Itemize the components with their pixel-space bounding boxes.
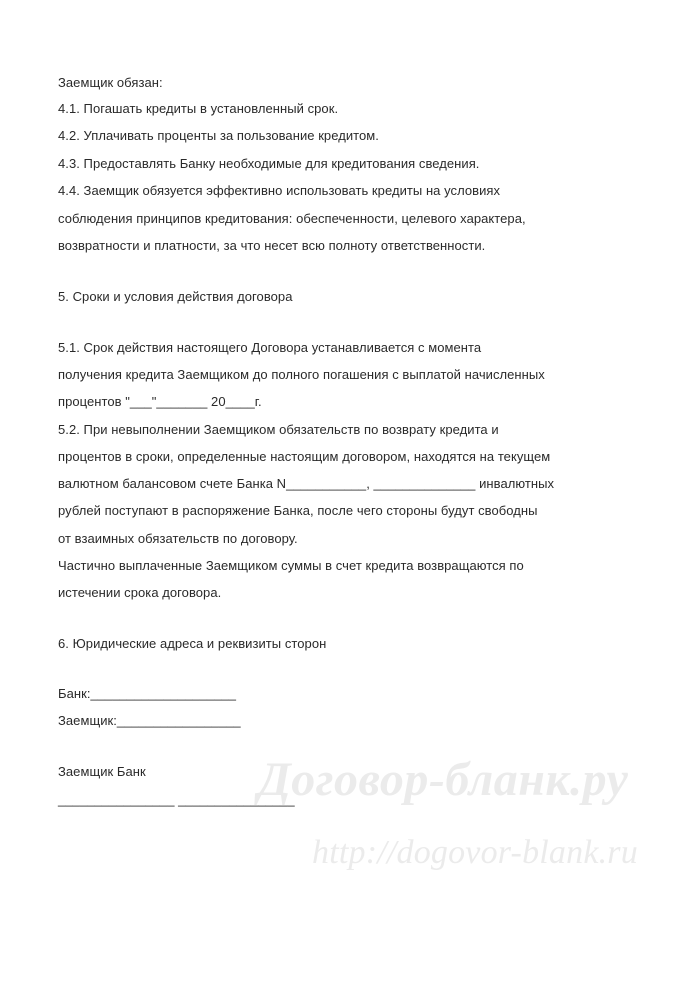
clause-5-2-line-5: от взаимных обязательств по договору. <box>58 531 298 546</box>
signatures-label: Заемщик Банк <box>58 764 146 779</box>
watermark-url: http://dogovor-blank.ru <box>312 834 638 871</box>
watermark-title: Договор-бланк.ру <box>258 753 629 806</box>
clause-5-2-line-4: рублей поступают в распоряжение Банка, после чего стороны будут свободны <box>58 503 538 518</box>
partial-repayment-line-1: Частично выплаченные Заемщиком суммы в счет кредита возвращаются по <box>58 558 524 573</box>
section-5-heading: 5. Сроки и условия действия договора <box>58 289 293 304</box>
obligations-heading: Заемщик обязан: <box>58 75 163 90</box>
section-6-heading: 6. Юридические адреса и реквизиты сторон <box>58 636 327 651</box>
clause-5-2-line-3: валютном балансовом счете Банка N___________, ______________ инвалютных <box>58 476 555 491</box>
clause-4-2: 4.2. Уплачивать проценты за пользование кредитом. <box>58 128 379 143</box>
clause-4-4-line-2: соблюдения принципов кредитования: обеспеченности, целевого характера, <box>58 211 526 226</box>
clause-5-1-line-2: получения кредита Заемщиком до полного погашения с выплатой начисленных <box>58 367 545 382</box>
clause-4-4-line-1: 4.4. Заемщик обязуется эффективно использовать кредиты на условиях <box>58 183 501 198</box>
clause-5-2-line-2: процентов в сроки, определенные настоящим договором, находятся на текущем <box>58 449 551 464</box>
clause-4-1: 4.1. Погашать кредиты в установленный срок. <box>58 101 339 116</box>
borrower-field: Заемщик:_________________ <box>58 713 241 728</box>
signature-lines: ________________ ________________ <box>58 792 295 807</box>
clause-4-4-line-3: возвратности и платности, за что несет всю полноту ответственности. <box>58 238 486 253</box>
partial-repayment-line-2: истечении срока договора. <box>58 585 222 600</box>
clause-5-1-line-1: 5.1. Срок действия настоящего Договора устанавливается с момента <box>58 340 482 355</box>
clause-5-2-line-1: 5.2. При невыполнении Заемщиком обязательств по возврату кредита и <box>58 422 499 437</box>
clause-5-1-line-3: процентов "___"_______ 20____г. <box>58 394 262 409</box>
bank-field: Банк:____________________ <box>58 686 237 701</box>
clause-4-3: 4.3. Предоставлять Банку необходимые для кредитования сведения. <box>58 156 480 171</box>
